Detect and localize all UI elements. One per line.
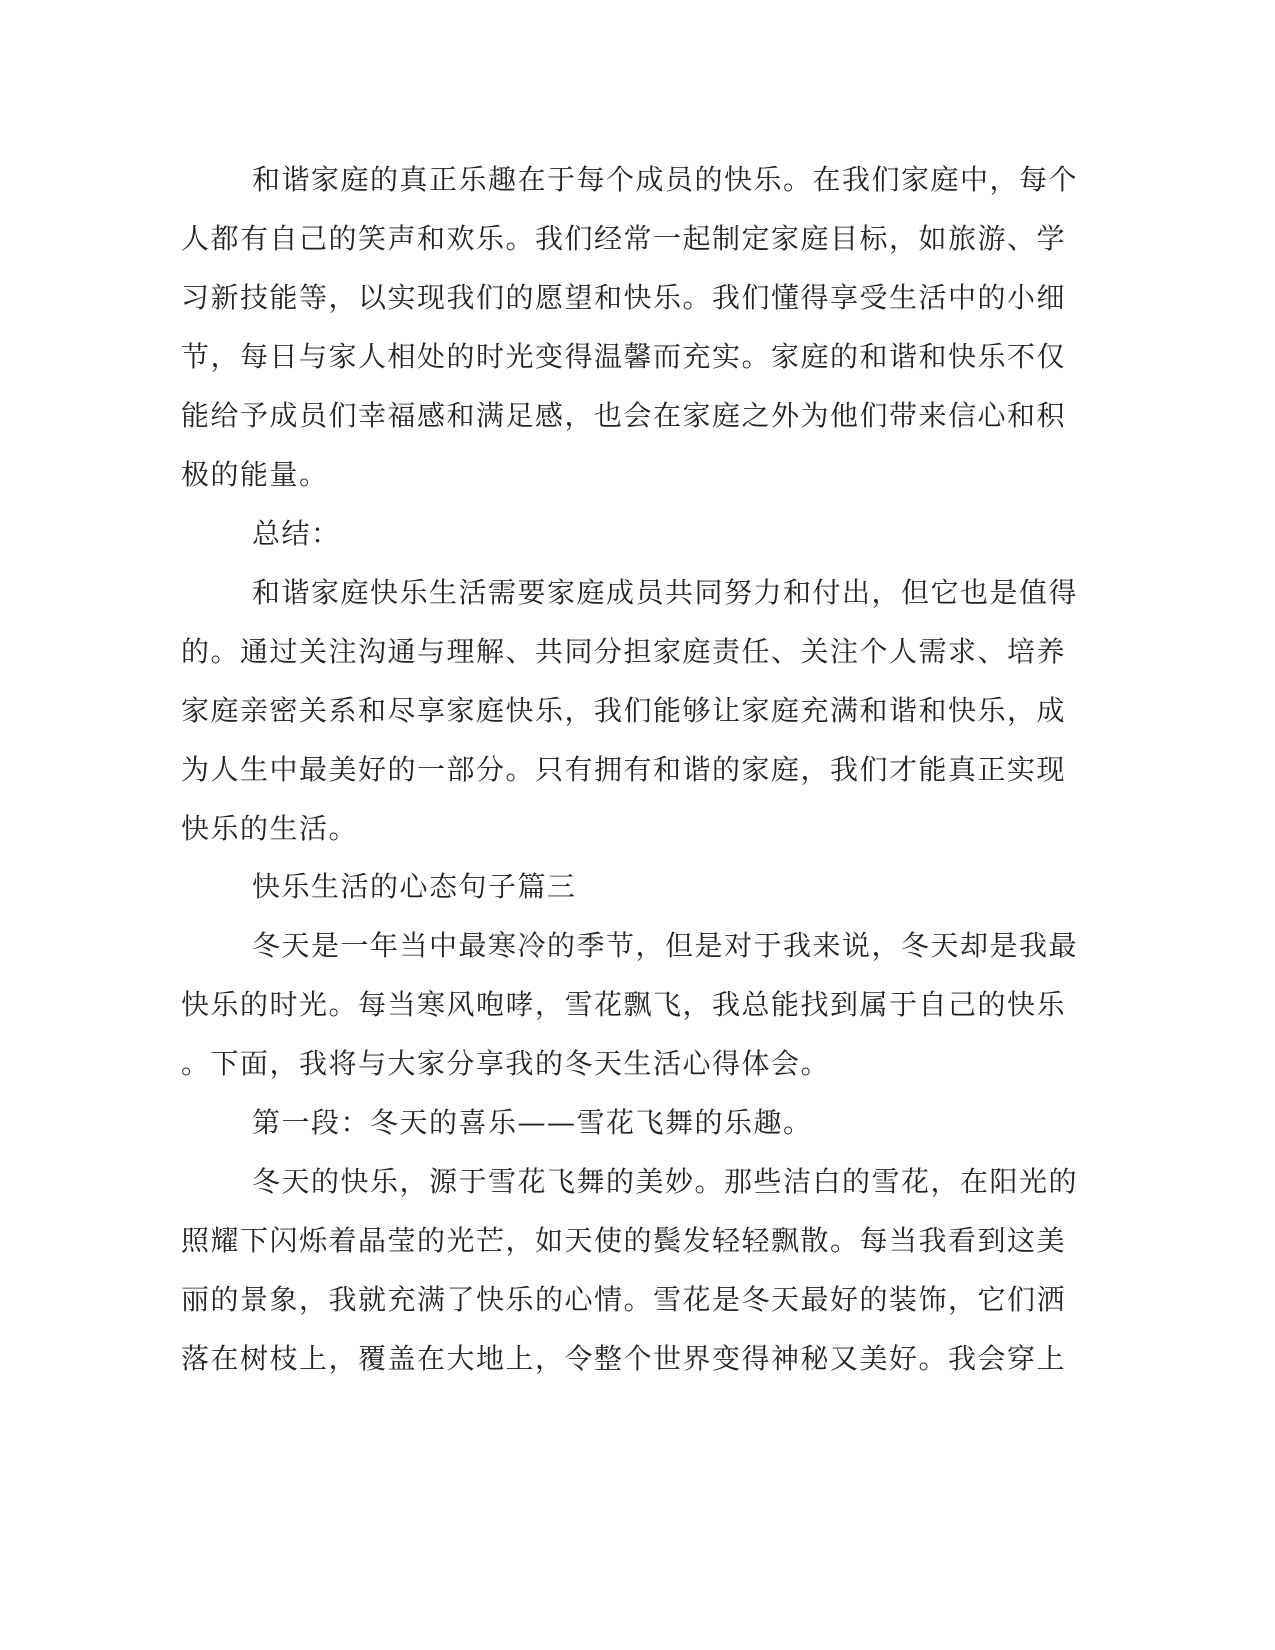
text-line: 落在树枝上，覆盖在大地上，令整个世界变得神秘又美好。我会穿上 [181,1342,1067,1375]
text-line: 冬天是一年当中最寒冷的季节，但是对于我来说，冬天却是我最 [252,929,1079,962]
section-heading: 总结： [252,517,341,550]
text-line: 习新技能等，以实现我们的愿望和快乐。我们懂得享受生活中的小细 [181,281,1067,314]
text-line: 极的能量。 [181,458,329,491]
section-heading: 快乐生活的心态句子篇三 [252,870,577,903]
section-heading: 第一段：冬天的喜乐——雪花飞舞的乐趣。 [252,1106,813,1139]
text-line: 的。通过关注沟通与理解、共同分担家庭责任、关注个人需求、培养 [181,635,1067,668]
text-line: 快乐的生活。 [181,812,359,845]
text-line: 照耀下闪烁着晶莹的光芒，如天使的鬓发轻轻飘散。每当我看到这美 [181,1224,1067,1257]
text-line: 家庭亲密关系和尽享家庭快乐，我们能够让家庭充满和谐和快乐，成 [181,694,1067,727]
text-line: 和谐家庭快乐生活需要家庭成员共同努力和付出，但它也是值得 [252,576,1079,609]
text-line: 冬天的快乐，源于雪花飞舞的美妙。那些洁白的雪花，在阳光的 [252,1165,1079,1198]
text-line: 丽的景象，我就充满了快乐的心情。雪花是冬天最好的装饰，它们洒 [181,1283,1067,1316]
text-line: 能给予成员们幸福感和满足感，也会在家庭之外为他们带来信心和积 [181,399,1067,432]
text-line: 为人生中最美好的一部分。只有拥有和谐的家庭，我们才能真正实现 [181,753,1067,786]
text-line: 节，每日与家人相处的时光变得温馨而充实。家庭的和谐和快乐不仅 [181,340,1067,373]
text-line: 人都有自己的笑声和欢乐。我们经常一起制定家庭目标，如旅游、学 [181,222,1067,255]
text-line: 和谐家庭的真正乐趣在于每个成员的快乐。在我们家庭中，每个 [252,163,1079,196]
text-line: 快乐的时光。每当寒风咆哮，雪花飘飞，我总能找到属于自己的快乐 [181,988,1067,1021]
text-line: 。下面，我将与大家分享我的冬天生活心得体会。 [181,1047,831,1080]
